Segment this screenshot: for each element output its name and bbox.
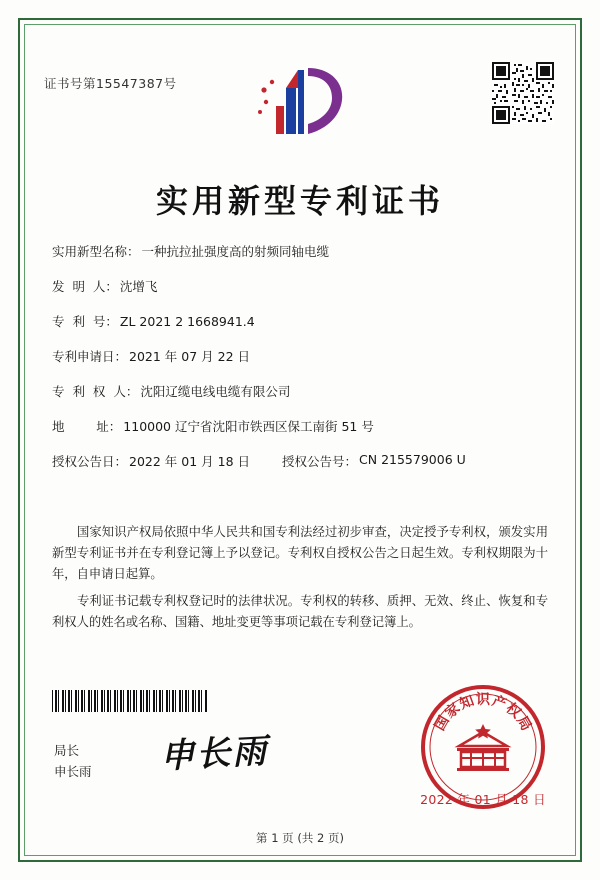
field-label: 专利申请日： bbox=[52, 349, 128, 364]
svg-text:国: 国 bbox=[431, 713, 453, 734]
svg-text:知: 知 bbox=[457, 692, 477, 713]
svg-text:家: 家 bbox=[442, 700, 464, 722]
field-label: 地 址： bbox=[52, 419, 122, 434]
field-row bbox=[52, 312, 548, 330]
svg-text:局: 局 bbox=[513, 713, 535, 734]
grant-number bbox=[282, 452, 548, 470]
signature-name: 申长雨 bbox=[54, 764, 92, 779]
handwritten-signature: 申长雨 bbox=[159, 731, 270, 777]
field-value: 沈阳辽缆电线电缆有限公司 bbox=[140, 384, 291, 399]
field-label: 发 明 人： bbox=[52, 279, 118, 294]
field-value: 一种抗拉扯强度高的射频同轴电缆 bbox=[141, 244, 330, 259]
signature-labels bbox=[54, 740, 92, 782]
svg-text:权: 权 bbox=[502, 700, 524, 722]
svg-text:产: 产 bbox=[489, 692, 509, 713]
field-row bbox=[52, 277, 548, 295]
certificate-number: 证书号第15547387号 bbox=[44, 76, 177, 91]
patent-emblem-icon bbox=[252, 62, 348, 140]
field-value: ZL 2021 2 1668941.4 bbox=[119, 314, 255, 329]
grant-row bbox=[52, 452, 548, 470]
field-row bbox=[52, 382, 548, 400]
legal-text bbox=[52, 522, 548, 639]
grant-date bbox=[52, 452, 282, 470]
page-footer: 第 1 页 (共 2 页) bbox=[256, 831, 344, 845]
field-label: 专 利 号： bbox=[52, 314, 118, 329]
qr-code-icon bbox=[492, 62, 554, 124]
field-row bbox=[52, 242, 548, 260]
svg-text:识: 识 bbox=[476, 692, 490, 708]
field-label: 专 利 权 人： bbox=[52, 384, 139, 399]
field-row bbox=[52, 347, 548, 365]
field-label: 实用新型名称： bbox=[52, 244, 140, 259]
paragraph: 专利证书记载专利权登记时的法律状况。专利权的转移、质押、无效、终止、恢复和专利权人的姓名或名称、国籍、地址变更等事项记载在专利登记簿上。 bbox=[52, 594, 548, 629]
grant-number-label: 授权公告号： bbox=[282, 454, 358, 469]
grant-number-value: CN 215579006 U bbox=[359, 452, 466, 467]
grant-date-label: 授权公告日： bbox=[52, 454, 128, 469]
grant-date-value: 2022 年 01 月 18 日 bbox=[129, 454, 251, 469]
field-list bbox=[52, 242, 548, 487]
field-value: 2021 年 07 月 22 日 bbox=[129, 349, 251, 364]
page-title: 实用新型专利证书 bbox=[155, 182, 444, 220]
field-row bbox=[52, 417, 548, 435]
field-value: 110000 辽宁省沈阳市铁西区保工南街 51 号 bbox=[123, 419, 374, 434]
paragraph: 国家知识产权局依照中华人民共和国专利法经过初步审查，决定授予专利权，颁发实用新型专利证书并在专利登记簿上予以登记。专利权自授权公告之日起生效。专利权期限为十年，自申请日起算。 bbox=[52, 525, 548, 581]
barcode-icon bbox=[52, 690, 208, 712]
field-value: 沈增飞 bbox=[119, 279, 158, 294]
seal-date: 2022 年 01 月 18 日 bbox=[420, 792, 546, 807]
signature-role: 局长 bbox=[54, 743, 80, 758]
